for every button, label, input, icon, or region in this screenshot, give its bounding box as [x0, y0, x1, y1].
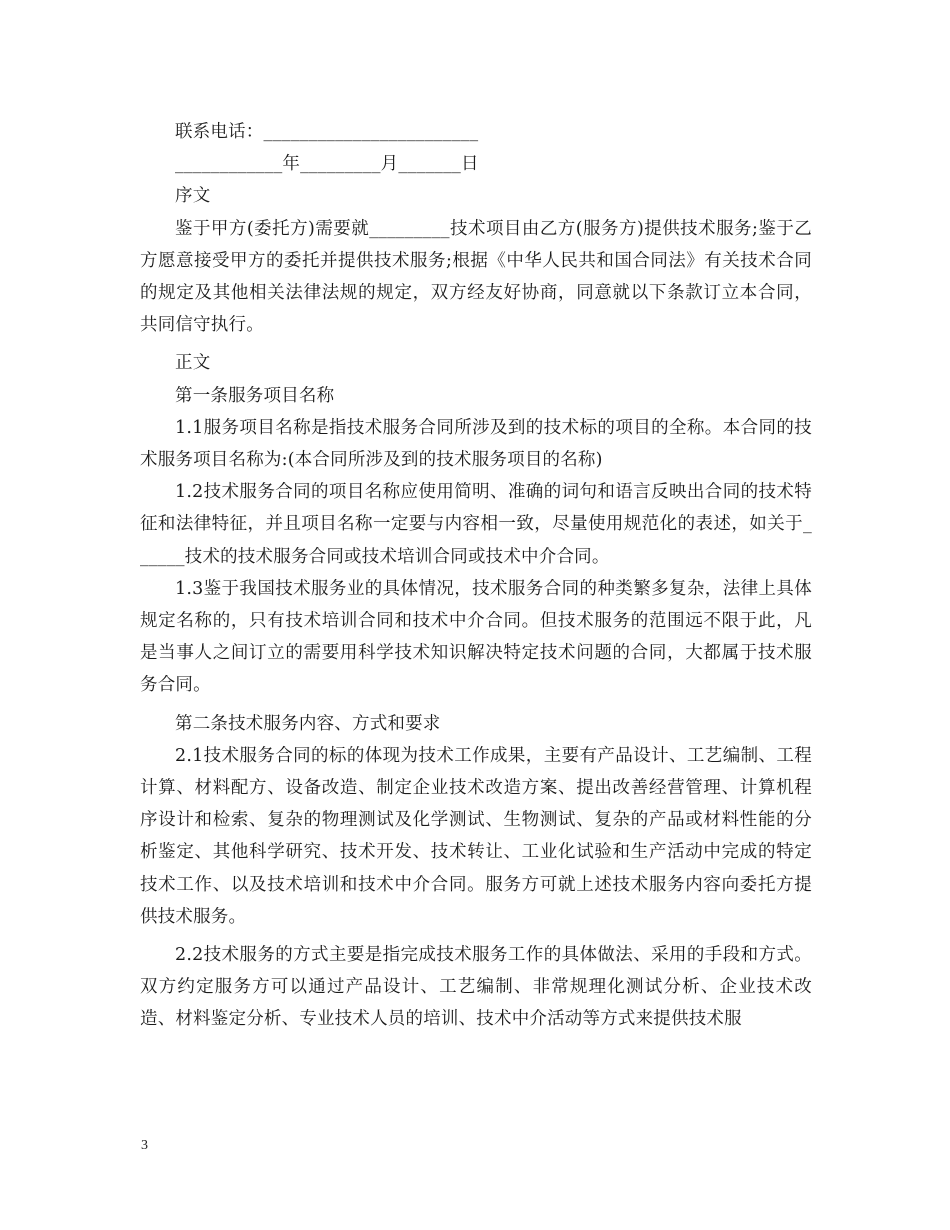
document-body — [140, 116, 812, 1036]
preface-heading: 序文 — [175, 186, 211, 207]
contact-phone-line: 联系电话：________________________ — [175, 122, 479, 142]
body-heading: 正文 — [175, 353, 211, 374]
clause-2-1: 2.1技术服务合同的标的体现为技术工作成果，主要有产品设计、工艺编制、工程计算、材料配方、设备改造、制定企业技术改造方案、提出改善经营管理、计算机程序设计和检索、复杂的物理测试及化学测试、生物测试、复杂的产品或材料性能的分析鉴定、其他科学研究、技术开发、技术转让、工业化试验和生产活动中完成的特定技术工作、以及技术培训和技术中介合同。服务方可就上述技术服务内容向委托方提供技术服务。 — [140, 745, 812, 927]
preface-paragraph: 鉴于甲方(委托方)需要就_________技术项目由乙方(服务方)提供技术服务;鉴于乙方愿意接受甲方的委托并提供技术服务;根据《中华人民共和国合同法》有关技术合同的规定及其他相关法律法规的规定，双方经友好协商，同意就以下条款订立本合同，共同信守执行。 — [140, 218, 812, 336]
clause-2-2: 2.2技术服务的方式主要是指完成技术服务工作的具体做法、采用的手段和方式。双方约定服务方可以通过产品设计、工艺编制、非常规理化测试分析、企业技术改造、材料鉴定分析、专业技术人员的培训、技术中介活动等方式来提供技术服 — [140, 945, 812, 1030]
clause-1-2: 1.2技术服务合同的项目名称应使用简明、准确的词句和语言反映出合同的技术特征和法律特征，并且项目名称一定要与内容相一致，尽量使用规范化的表述，如关于______技术的技术服务合同或技术培训合同或技术中介合同。 — [140, 482, 812, 567]
clause-1-3: 1.3鉴于我国技术服务业的具体情况，技术服务合同的种类繁多复杂，法律上具体规定名称的，只有技术培训合同和技术中介合同。但技术服务的范围远不限于此，凡是当事人之间订立的需要用科学技术知识解决特定技术问题的合同，大都属于技术服务合同。 — [140, 578, 812, 696]
article-1-heading: 第一条服务项目名称 — [175, 385, 335, 406]
page-number: 3 — [141, 1138, 148, 1153]
clause-1-1: 1.1服务项目名称是指技术服务合同所涉及到的技术标的项目的全称。本合同的技术服务项目名称为:(本合同所涉及到的技术服务项目的名称) — [140, 417, 812, 471]
article-2-heading: 第二条技术服务内容、方式和要求 — [175, 713, 441, 734]
date-line: ____________年_________月_______日 — [175, 154, 479, 175]
